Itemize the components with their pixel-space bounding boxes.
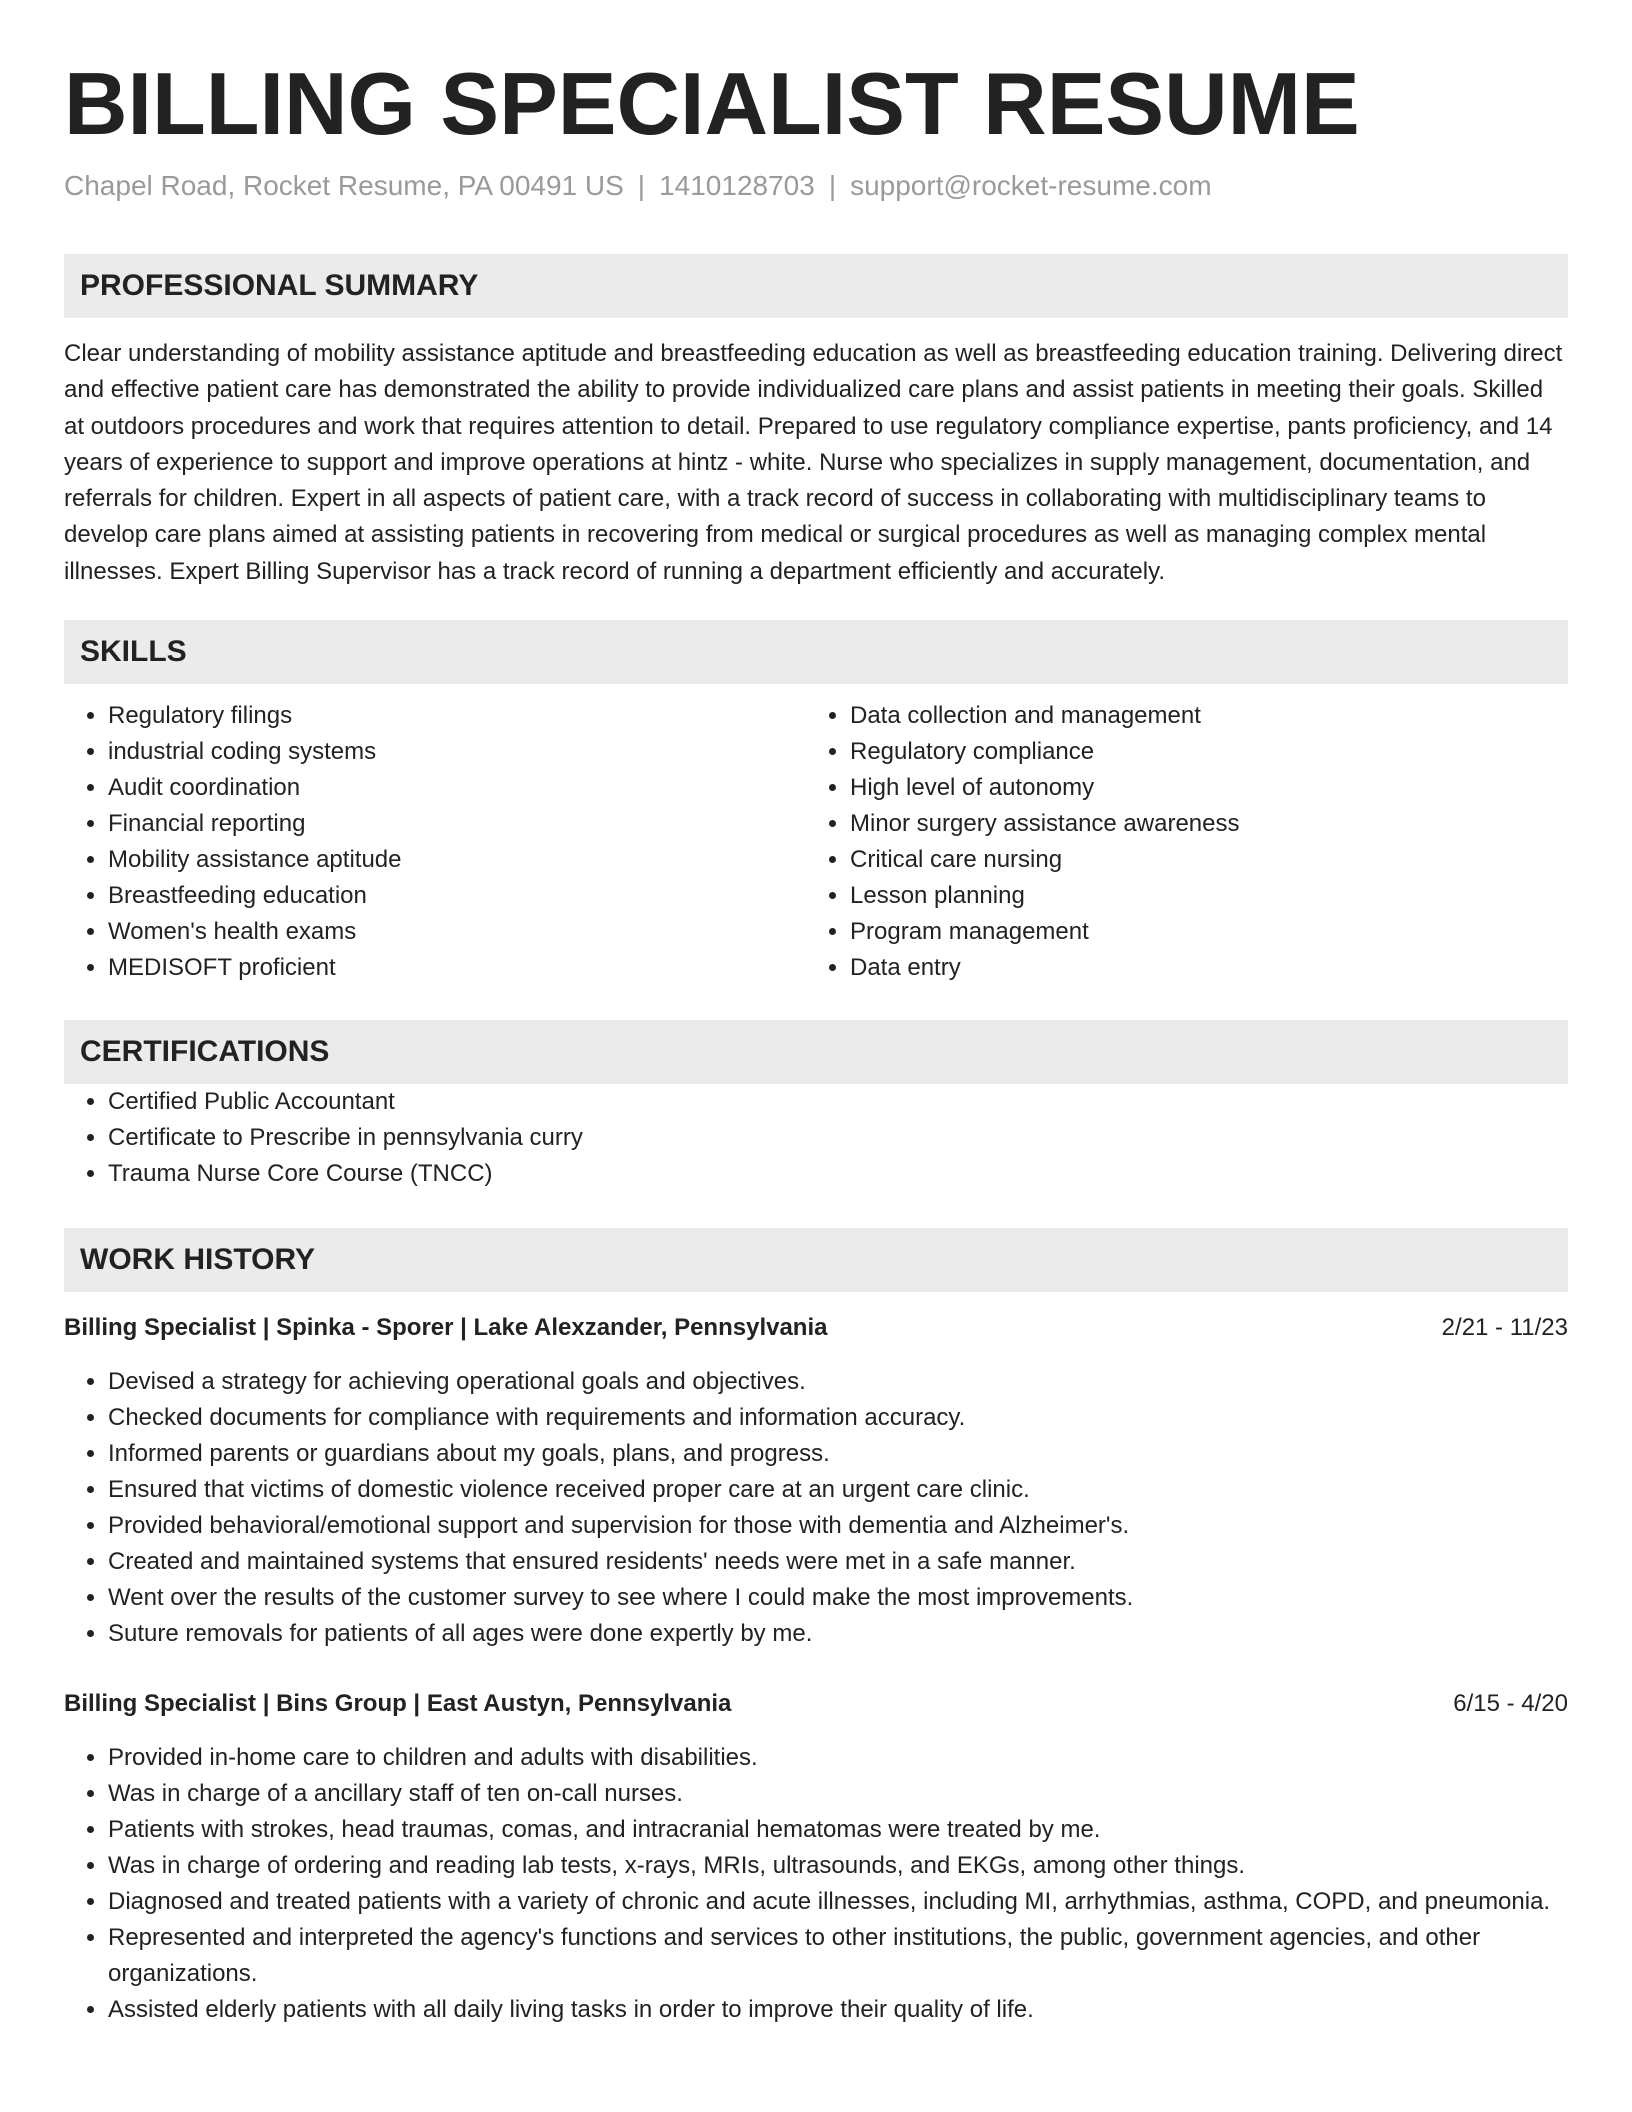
- job-bullet: • Represented and interpreted the agency's functions and services to other institutions, the public, government agencies, and other organizations.: [108, 1920, 1568, 1992]
- skill-item: • Regulatory compliance: [850, 734, 1548, 770]
- skill-item: • Lesson planning: [850, 878, 1548, 914]
- skill-item: • Breastfeeding education: [108, 878, 806, 914]
- skill-item: • High level of autonomy: [850, 770, 1548, 806]
- section-heading-summary: PROFESSIONAL SUMMARY: [64, 254, 1568, 318]
- skills-columns: [64, 698, 1568, 986]
- job-bullet: • Went over the results of the customer survey to see where I could make the most improvements.: [108, 1580, 1568, 1616]
- section-heading-skills: SKILLS: [64, 620, 1568, 684]
- job-title: Billing Specialist | Bins Group | East Austyn, Pennsylvania: [64, 1690, 732, 1718]
- contact-line: [64, 168, 1568, 204]
- skill-item: • Women's health exams: [108, 914, 806, 950]
- skill-item: • Audit coordination: [108, 770, 806, 806]
- skills-list-right: [806, 698, 1548, 986]
- job-bullet: • Provided behavioral/emotional support and supervision for those with dementia and Alzheimer's.: [108, 1508, 1568, 1544]
- job-bullet: • Diagnosed and treated patients with a variety of chronic and acute illnesses, including MI, arrhythmias, asthma, COPD, and pneumonia.: [108, 1884, 1568, 1920]
- skill-item: • Financial reporting: [108, 806, 806, 842]
- skill-item: • Program management: [850, 914, 1548, 950]
- contact-separator: |: [828, 170, 837, 201]
- section-heading-certifications: CERTIFICATIONS: [64, 1020, 1568, 1084]
- job-bullet: • Created and maintained systems that ensured residents' needs were met in a safe manner.: [108, 1544, 1568, 1580]
- job-bullet: • Was in charge of ordering and reading lab tests, x-rays, MRIs, ultrasounds, and EKGs, among other things.: [108, 1848, 1568, 1884]
- job-header: [64, 1686, 1568, 1722]
- job-bullet-list: [64, 1740, 1568, 2028]
- summary-paragraph: Clear understanding of mobility assistance aptitude and breastfeeding education as well as breastfeeding education training. Delivering direct and effective patient care has demonstrated the ability to provide individualized care plans and assist patients in meeting their goals. Skilled at outdoors procedures and work that requires attention to detail. Prepared to use regulatory compliance expertise, pants proficiency, and 14 years of experience to support and improve operations at hintz - white. Nurse who specializes in supply management, documentation, and referrals for children. Expert in all aspects of patient care, with a track record of success in collaborating with multidisciplinary teams to develop care plans aimed at assisting patients in recovering from medical or surgical procedures as well as managing complex mental illnesses. Expert Billing Supervisor has a track record of running a department efficiently and accurately.: [64, 340, 1563, 585]
- resume-page: [64, 0, 1568, 2028]
- job-bullet: • Provided in-home care to children and adults with disabilities.: [108, 1740, 1568, 1776]
- section-heading-work-history: WORK HISTORY: [64, 1228, 1568, 1292]
- certification-item: • Certificate to Prescribe in pennsylvania curry: [108, 1120, 1568, 1156]
- job-dates: 6/15 - 4/20: [1453, 1690, 1568, 1718]
- skill-item: • Critical care nursing: [850, 842, 1548, 878]
- job-bullet: • Devised a strategy for achieving operational goals and objectives.: [108, 1364, 1568, 1400]
- job-bullet-list: [64, 1364, 1568, 1652]
- job-dates: 2/21 - 11/23: [1441, 1314, 1568, 1342]
- skill-item: • Data entry: [850, 950, 1548, 986]
- job-bullet: • Suture removals for patients of all ages were done expertly by me.: [108, 1616, 1568, 1652]
- contact-phone: 1410128703: [659, 170, 815, 201]
- skill-item: • Regulatory filings: [108, 698, 806, 734]
- resume-title: BILLING SPECIALIST RESUME: [64, 54, 1360, 153]
- certifications-list: [64, 1084, 1568, 1192]
- skills-list-left: [64, 698, 806, 986]
- skill-item: • industrial coding systems: [108, 734, 806, 770]
- contact-separator: |: [637, 170, 646, 201]
- job-bullet: • Informed parents or guardians about my goals, plans, and progress.: [108, 1436, 1568, 1472]
- job-bullet: • Ensured that victims of domestic violence received proper care at an urgent care clinic.: [108, 1472, 1568, 1508]
- job-bullet: • Patients with strokes, head traumas, comas, and intracranial hematomas were treated by me.: [108, 1812, 1568, 1848]
- contact-address: Chapel Road, Rocket Resume, PA 00491 US: [64, 170, 624, 201]
- skill-item: • Minor surgery assistance awareness: [850, 806, 1548, 842]
- certification-item: • Trauma Nurse Core Course (TNCC): [108, 1156, 1568, 1192]
- job-bullet: • Assisted elderly patients with all daily living tasks in order to improve their quality of life.: [108, 1992, 1568, 2028]
- certification-item: • Certified Public Accountant: [108, 1084, 1568, 1120]
- skill-item: • Mobility assistance aptitude: [108, 842, 806, 878]
- skill-item: • Data collection and management: [850, 698, 1548, 734]
- skill-item: • MEDISOFT proficient: [108, 950, 806, 986]
- contact-email: support@rocket-resume.com: [850, 170, 1212, 201]
- job-header: [64, 1310, 1568, 1346]
- job-title: Billing Specialist | Spinka - Sporer | Lake Alexzander, Pennsylvania: [64, 1314, 828, 1342]
- job-bullet: • Was in charge of a ancillary staff of ten on-call nurses.: [108, 1776, 1568, 1812]
- job-bullet: • Checked documents for compliance with requirements and information accuracy.: [108, 1400, 1568, 1436]
